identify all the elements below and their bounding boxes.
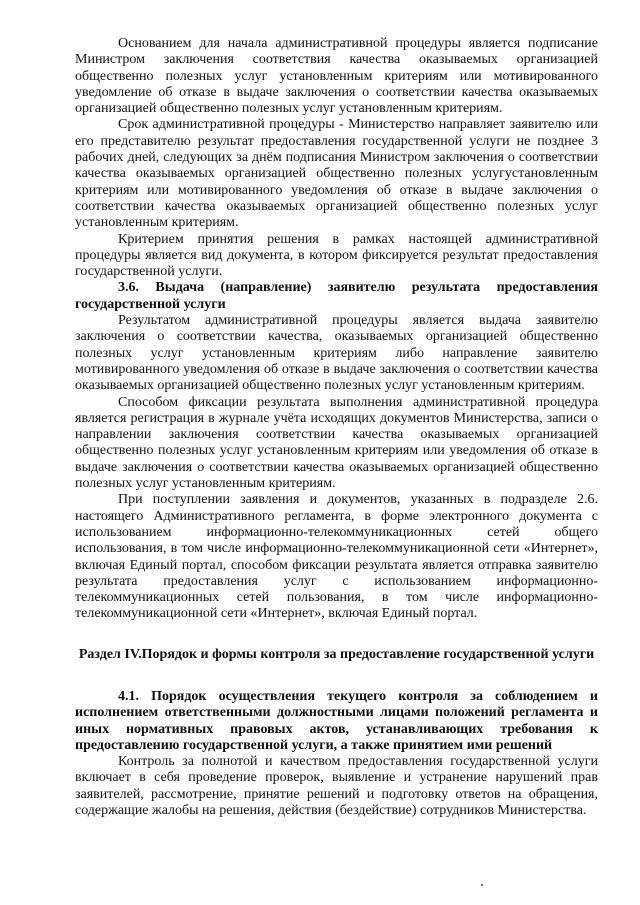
paragraph-criterion: Критерием принятия решения в рамках настоящей административной процедуры является вид документа, в котором фиксируется результат предоставления государственной услуги.: [75, 231, 598, 280]
paragraph-fixation: Способом фиксации результата выполнения административной процедура является регистрация в журнале учёта исходящих документов Министерства, записи о направлении заключения соответствии качества оказываемых организацией общественно полезных услуг установленным критериям или уведомления об отказе в выдаче заключения о соответствии качества оказываемых организацией общественно полезных услуг установленным критериям.: [75, 394, 598, 492]
heading-4-1: 4.1. Порядок осуществления текущего контроля за соблюдением и исполнением ответственными должностными лицами положений регламента и иных нормативных правовых актов, устанавливающих требования к предоставлению государственной услуги, а также принятием ими решений: [75, 688, 598, 753]
heading-3-6: 3.6. Выдача (направление) заявителю результата предоставления государственной услуги: [75, 280, 598, 312]
document-page: [75, 36, 598, 819]
section-4-title: Раздел IV.Порядок и формы контроля за предоставление государственной услуги: [78, 646, 595, 662]
scan-speck: [481, 884, 483, 886]
paragraph-result: Результатом административной процедуры является выдача заявителю заключения о соответствии качества, оказываемых организацией общественно полезных услуг установленным критериям либо направление заявителю мотивированного уведомления об отказе в выдаче заключения о соответствии качества оказываемых организацией общественно полезных услуг установленным критериям.: [75, 313, 598, 394]
paragraph-deadline: Срок административной процедуры - Министерство направляет заявителю или его представителю результат предоставления государственной услуги не позднее 3 рабочих дней, следующих за днём подписания Министром заключения о соответствии качества оказываемых организацией общественно полезных услугустановленным критериям или мотивированного уведомления об отказе в выдаче заключения о соответствии качества оказываемых организацией общественно полезных услуг установленным критериям.: [75, 117, 598, 231]
paragraph-control: Контроль за полнотой и качеством предоставления государственной услуги включает в себя проведение проверок, выявление и устранение нарушений прав заявителей, рассмотрение, принятие решений и подготовку ответов на обращения, содержащие жалобы на решения, действия (бездействие) сотрудников Министерства.: [75, 754, 598, 819]
paragraph-basis: Основанием для начала административной процедуры является подписание Министром заключения соответствия качества оказываемых организацией общественно полезных услуг установленным критериям или мотивированного уведомление об отказе в выдаче заключения о соответствии качества оказываемых организацией общественно полезных услуг установленным критериям.: [75, 36, 598, 117]
paragraph-electronic: При поступлении заявления и документов, указанных в подразделе 2.6. настоящего Административного регламента, в форме электронного документа с использованием информационно-телекоммуникационных сетей общего использования, в том числе информационно-телекоммуникационной сети «Интернет», включая Единый портал, способом фиксации результата является отправка заявителю результата предоставления услуг с использованием информационно-телекоммуникационных сетей пользования, в том числе информационно-телекоммуникационной сети «Интернет», включая Единый портал.: [75, 492, 598, 622]
